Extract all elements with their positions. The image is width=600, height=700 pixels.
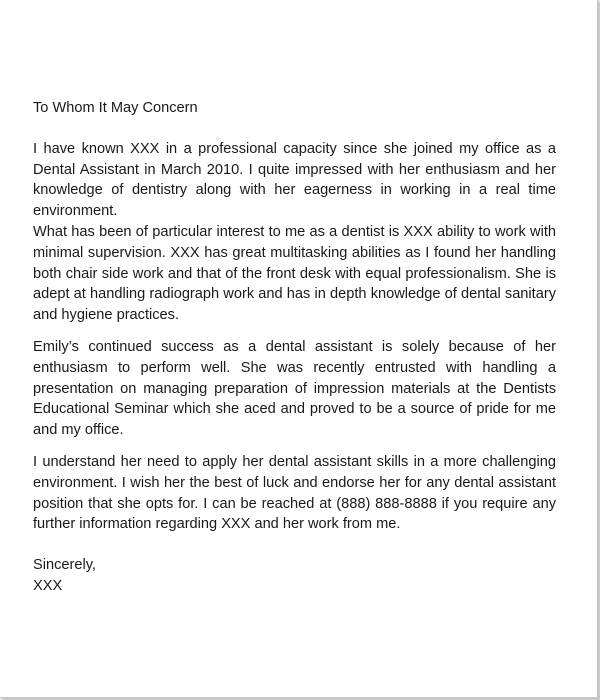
closing-block: [33, 555, 556, 597]
paragraph-1: I have known XXX in a professional capacity since she joined my office as a Dental Assistant in March 2010. I quite impressed with her enthusiasm and her knowledge of dentistry along with her eagerness in working in a real time environment.: [33, 140, 556, 220]
signature-name: XXX: [33, 577, 63, 594]
letter-body: [33, 98, 556, 597]
closing: Sincerely,: [33, 557, 96, 574]
paragraph-2: What has been of particular interest to me as a dentist is XXX ability to work with minimal supervision. XXX has great multitasking abilities as I found her handling both chair side work and that of the front desk with equal professionalism. She is adept at handling radiograph work and has in depth knowledge of dental sanitary and hygiene practices.: [33, 223, 556, 324]
paragraph-4: I understand her need to apply her dental assistant skills in a more challenging environment. I wish her the best of luck and endorse her for any dental assistant position that she opts for. I can be reached at (888) 888-8888 if you require any further information regarding XXX and her work from me.: [33, 453, 556, 533]
paragraph-3: Emily’s continued success as a dental assistant is solely because of her enthusiasm to perform well. She was recently entrusted with handling a presentation on managing preparation of impression materials at the Dentists Educational Seminar which she aced and proved to be a source of pride for me and my office.: [33, 338, 556, 439]
salutation: To Whom It May Concern: [33, 100, 198, 116]
